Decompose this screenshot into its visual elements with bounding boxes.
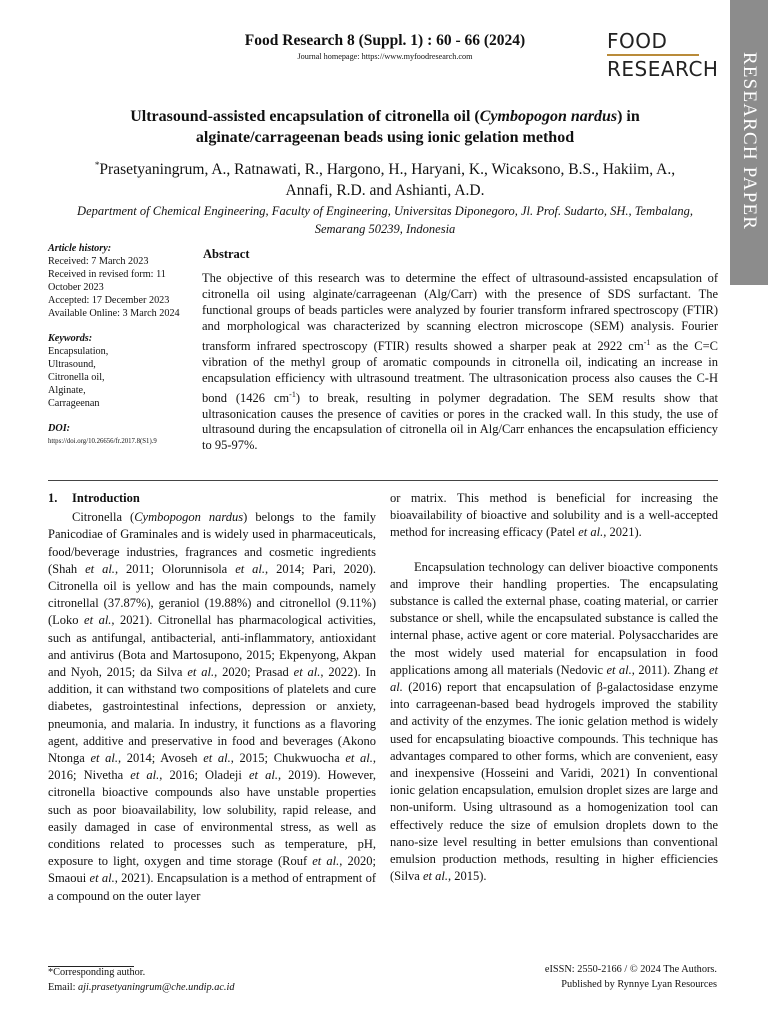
text-run: ) belongs to the family Panicodiae of Graminales and is widely used in pharmaceuticals, food/beverage industries, fragrances and cosmetic ingredients (Shah — [48, 510, 376, 576]
keywords — [48, 332, 198, 410]
abstract-divider — [48, 480, 718, 481]
text-run: , 2015). — [447, 869, 487, 884]
section-number: 1. — [48, 491, 58, 505]
text-run: , 2020; Prasad — [214, 665, 294, 680]
species-name: Cymbopogon nardus — [134, 510, 244, 525]
text-run: , 2021). Encapsulation is a method of entrapment of a compound on the outer layer — [48, 871, 377, 903]
keyword-item: Alginate, — [48, 385, 86, 396]
text-run: Citronella ( — [72, 510, 135, 525]
abstract-heading: Abstract — [203, 247, 250, 261]
et-al: et al. — [345, 751, 373, 766]
et-al: et al. — [422, 869, 448, 884]
footer-publication-info — [420, 962, 717, 992]
et-al: et al. — [84, 613, 112, 628]
history-accepted: Accepted: 17 December 2023 — [48, 295, 170, 306]
section-title: Introduction — [72, 491, 140, 505]
corresponding-footnote — [48, 965, 388, 995]
text-run: Encapsulation technology can deliver bioactive components and improve their handling properties. The encapsulating substance is called the external phase, coating material, or carrier substance or shell, while the encapsulated substance is called the internal phase, active agent or core material. Polysaccharides are the most widely used material for encapsulation in food applications among all materials (Nedovic — [390, 559, 718, 677]
abstract-sup-1: -1 — [643, 337, 651, 347]
et-al: et al. — [90, 751, 119, 766]
text-run: , 2011; Olorunnisola — [114, 561, 236, 576]
text-run: , 2019). However, citronella bioactive compounds also have unstable properties such as poor bioavailability, low solubility, rapid release, and easily damaged in case of environmental stress, as well as conditions related to processes such as temperature, pH, exposure to light, oxygen and time storage (Rouf — [48, 768, 377, 869]
intro-paragraph-1 — [48, 509, 376, 905]
author-list — [90, 155, 680, 201]
et-al: et al. — [293, 665, 321, 680]
abstract-text-2: as the C=C vibration of the methyl group of aromatic compounds in citronella oil, indicating an increase in encapsulation efficiency with ultrasound treatment. The ultrasonication process also causes the C-H bond (1426 cm — [202, 338, 718, 405]
history-online: Available Online: 3 March 2024 — [48, 308, 180, 319]
title-part-2: ) in alginate/carrageenan beads using ionic gelation method — [195, 108, 640, 146]
article-history — [48, 242, 198, 320]
keyword-item: Citronella oil, — [48, 372, 105, 383]
publisher-line: Published by Rynnye Lyan Resources — [561, 979, 717, 990]
keywords-label: Keywords: — [48, 333, 93, 344]
text-run: , 2014; Pari, 2020). Citronella oil is yellow and has the main compounds, namely citronellal (37.87%), geraniol (19.88%) and citronellol (9.11%) (Loko — [48, 561, 377, 628]
journal-homepage[interactable]: Journal homepage: https://www.myfoodresearch.com — [297, 52, 473, 61]
doi-label: DOI: — [48, 423, 71, 434]
text-run: , 2022). In addition, it can withstand two compositions of platelets and cure diabetes, gastrointestinal infections, depression or anxiety, pneumonia, and malaria. In industry, it functions as a flavoring agent, additive and preservative in food and beverages (Akono Ntonga — [48, 665, 376, 766]
issn-line: eISSN: 2550-2166 / © 2024 The Authors. — [544, 964, 717, 975]
intro-paragraph-1-continued — [390, 490, 718, 542]
history-received: Received: 7 March 2023 — [48, 256, 149, 267]
et-al: et al. — [85, 561, 115, 576]
text-run: , 2021). — [603, 525, 642, 540]
email-link[interactable]: aji.prasetyaningrum@che.undip.ac.id — [78, 982, 235, 993]
et-al: et al. — [130, 768, 160, 783]
text-run: , 2021). Citronellal has pharmacological activities, such as antifungal, antibacterial, anti-inflammatory, antioxidant and antivirus (Bota and Martosupono, 2015; Ekpenyong, Akpan and Nyoh, 2015; da Silva — [48, 613, 376, 680]
et-al: et al. — [187, 665, 215, 680]
et-al: et al. — [235, 561, 266, 576]
et-al: et al. — [606, 662, 632, 677]
paper-title — [90, 106, 680, 148]
title-part-1: Ultrasound-assisted encapsulation of citronella oil ( — [130, 108, 480, 125]
side-band — [730, 0, 768, 285]
text-run: , 2014; Avoseh — [118, 751, 204, 766]
affiliation: Department of Chemical Engineering, Faculty of Engineering, Universitas Diponegoro, Jl. Prof. Sudarto, SH., Tembalang, Semarang 50239, Indonesia — [77, 204, 693, 236]
history-revised: Received in revised form: 11 October 2023 — [48, 269, 166, 293]
et-al: et al. — [312, 854, 340, 869]
corresponding-email-line — [48, 980, 388, 995]
keyword-item: Encapsulation, — [48, 346, 109, 357]
text-run: , 2016; Nivetha — [48, 751, 376, 783]
intro-paragraph-2 — [390, 559, 718, 886]
abstract-body — [202, 271, 718, 454]
et-al: et al. — [248, 768, 278, 783]
text-run: , 2020; Smaoui — [48, 854, 376, 886]
article-meta — [48, 242, 198, 457]
text-run: , 2011). Zhang — [631, 662, 709, 677]
doi-block — [48, 422, 198, 448]
et-al: et al. — [390, 662, 718, 695]
text-run: or matrix. This method is beneficial for increasing the bioavailability of bioactive and solubility and is a well-accepted method for increasing efficacy (Patel — [390, 491, 718, 540]
logo-line-1: FOOD — [607, 29, 668, 53]
abstract-text-1: The objective of this research was to determine the effect of ultrasound-assisted encapsulation of citronella oil using alginate/carrageenan (Alg/Carr) with the presence of SDS surfactant. The functional groups of beads particles were analyzed by fourier transform infrared spectroscopy (FTIR) and morphological was characterized by scanning electron microscope (SEM) analysis. Fourier transform infrared spectroscopy (FTIR) results showed a sharper peak at 2922 cm — [202, 271, 718, 353]
et-al: et al. — [89, 871, 115, 886]
text-run: (2016) report that encapsulation of β-galactosidase enzyme into carrageenan-based bead hydrogels improved the stability and activity of the enzymes. The ionic gelation method is widely used for encapsulating bioactive compounds. This technique has advantages compared to other forms, which are convenient, easy and inexpensive (Hosseini and Varidi, 2021) In conventional ionic gelation encapsulation, emulsion droplet sizes are large and non-uniform. Using ultrasound as a homogenization tool can effectively reduce the size of emulsion droplets down to the nano-size level resulting in better emulsions than conventional emulsion production methods, resulting in higher efficiencies (Silva — [390, 680, 718, 884]
research-paper-label: RESEARCH PAPER — [739, 52, 760, 231]
keyword-item: Carrageenan — [48, 398, 100, 409]
text-run: , 2015; Chukwuocha — [230, 751, 346, 766]
abstract-text-3: ) to break, resulting in polymer degradation. The SEM results show that ultrasonication causes the presence of cavities or pores in the cracked wall. In this study, the use of ultrasound during the encapsulation of citronella oil in Alg/Carr enhances the encapsulation efficiency to 95-97%. — [202, 390, 718, 453]
corresponding-mark: * — [94, 160, 100, 170]
et-al: et al. — [578, 525, 604, 540]
logo-line-2: RESEARCH — [607, 57, 719, 81]
body-column-left — [48, 490, 376, 905]
food-research-logo — [607, 30, 717, 82]
text-run: , 2016; Oladeji — [159, 768, 249, 783]
corresponding-author-label: *Corresponding author. — [48, 967, 146, 978]
doi-link[interactable]: https://doi.org/10.26656/fr.2017.8(S1).9 — [48, 438, 157, 445]
logo-rule — [607, 54, 699, 56]
email-label: Email: — [48, 982, 79, 993]
body-column-right — [390, 490, 718, 885]
history-label: Article history: — [48, 243, 112, 254]
keyword-item: Ultrasound, — [48, 359, 96, 370]
section-heading-introduction — [48, 490, 376, 507]
et-al: et al. — [203, 751, 231, 766]
authors-text: Prasetyaningrum, A., Ratnawati, R., Hargono, H., Haryani, K., Wicaksono, B.S., Hakiim, A., Annafi, R.D. and Ashianti, A.D. — [99, 161, 676, 200]
journal-title: Food Research 8 (Suppl. 1) : 60 - 66 (2024) — [244, 32, 526, 49]
abstract-sup-2: -1 — [289, 389, 296, 399]
title-species: Cymbopogon nardus — [479, 108, 618, 125]
